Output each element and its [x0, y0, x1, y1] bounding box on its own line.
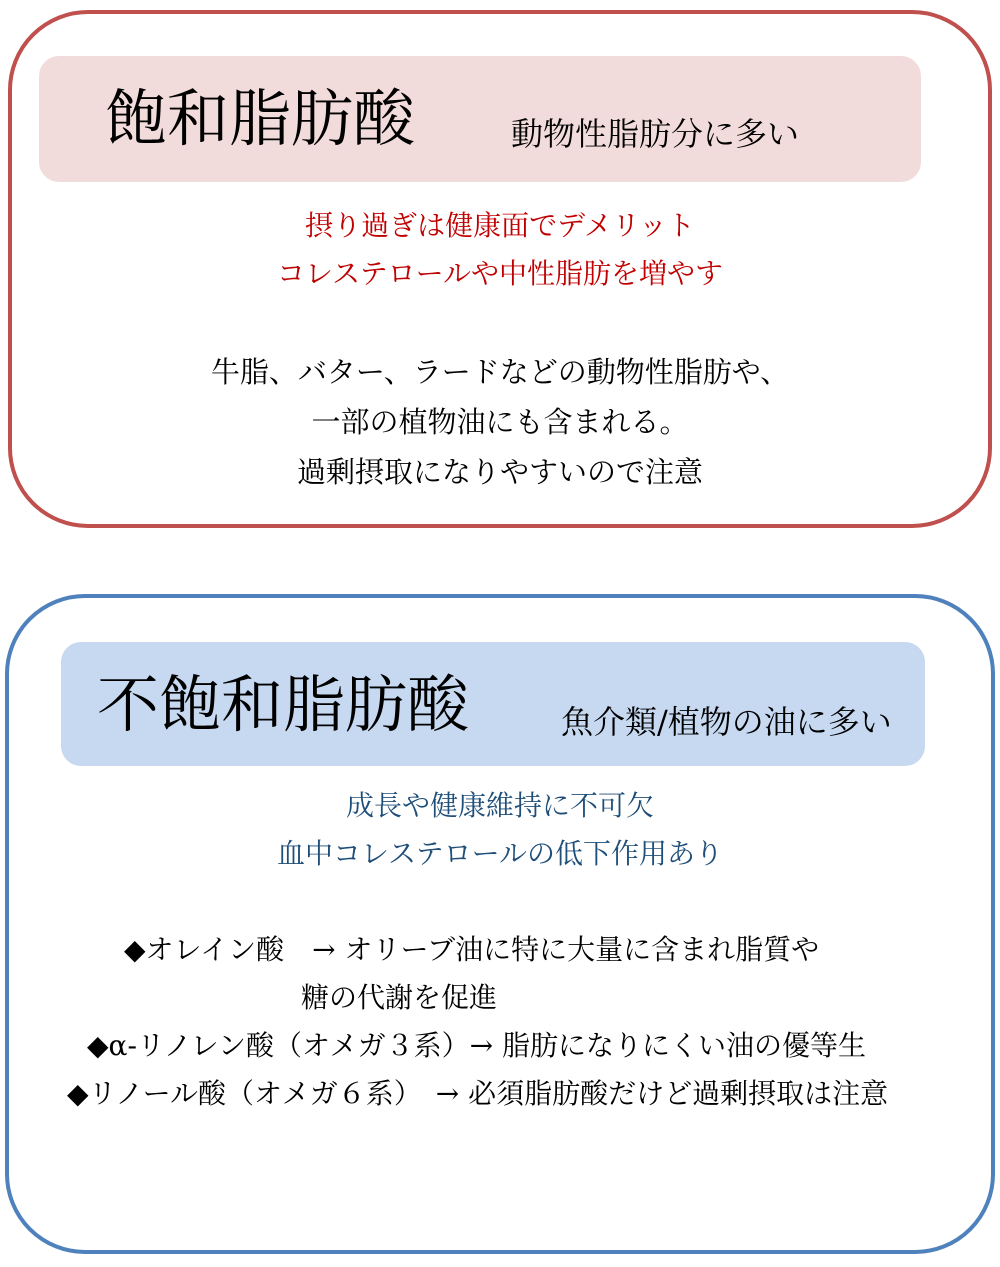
saturated-fat-card — [8, 10, 992, 528]
saturated-body-line-1: 牛脂、バター、ラードなどの動物性脂肪や、 — [210, 355, 790, 389]
unsaturated-fat-subtitle: 魚介類/植物の油に多い — [561, 703, 892, 741]
saturated-warning-line-1: 摂り過ぎは健康面でデメリット — [305, 209, 695, 242]
saturated-fat-banner — [39, 56, 921, 182]
saturated-fat-title: 飽和脂肪酸 — [105, 82, 416, 155]
unsaturated-benefit-line-1: 成長や健康維持に不可欠 — [345, 789, 654, 822]
unsaturated-fat-card — [5, 594, 995, 1254]
unsaturated-fat-title: 不飽和脂肪酸 — [97, 668, 470, 741]
oleic-acid-item-continuation: 糖の代謝を促進 — [301, 981, 498, 1014]
saturated-body-line-3: 過剰摂取になりやすいので注意 — [296, 455, 703, 489]
linoleic-acid-item: ◆リノール酸（オメガ６系） → 必須脂肪酸だけど過剰摂取は注意 — [67, 1077, 889, 1110]
saturated-fat-subtitle: 動物性脂肪分に多い — [511, 115, 800, 153]
unsaturated-benefit-line-2: 血中コレステロールの低下作用あり — [276, 837, 724, 870]
saturated-warning-line-2: コレステロールや中性脂肪を増やす — [276, 257, 724, 290]
oleic-acid-item: ◆オレイン酸 → オリーブ油に特に大量に含まれ脂質や — [124, 933, 820, 966]
saturated-body-line-2: 一部の植物油にも含まれる。 — [311, 405, 689, 439]
unsaturated-fat-banner — [61, 642, 925, 766]
alpha-linolenic-acid-item: ◆α-リノレン酸（オメガ３系）→ 脂肪になりにくい油の優等生 — [87, 1029, 867, 1062]
